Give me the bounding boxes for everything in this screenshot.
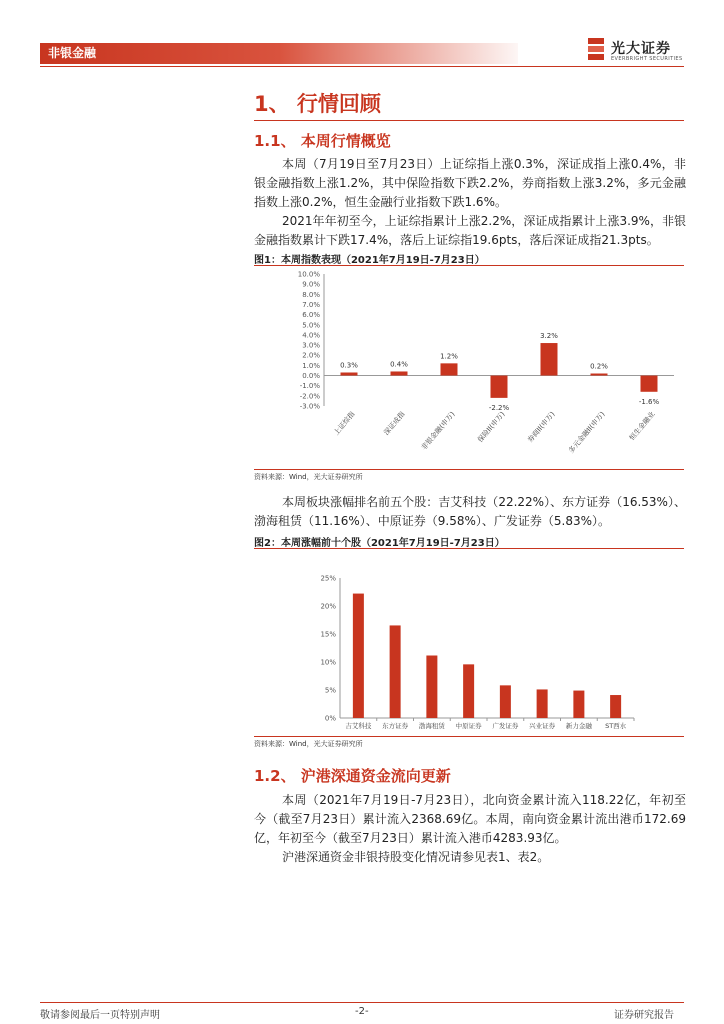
x-tick-label: 兴业证券 — [529, 722, 556, 730]
x-tick-label: 非银金融(申万) — [419, 410, 457, 452]
footer-disclaimer: 敬请参阅最后一页特别声明 — [40, 1010, 160, 1021]
report-category-tag: 非银金融 — [40, 43, 518, 64]
y-tick-label: 1.0% — [302, 361, 320, 370]
data-label: 0.4% — [390, 360, 408, 369]
figure-1-title: 图1：本周指数表现（2021年7月19日-7月23日） — [254, 255, 485, 266]
figure-2-source: 资料来源：Wind，光大证券研究所 — [254, 740, 363, 748]
data-label: -1.6% — [638, 397, 660, 406]
x-tick-label: 深证成指 — [382, 410, 407, 437]
bar — [390, 625, 401, 718]
bar — [591, 374, 608, 376]
bar — [500, 685, 511, 718]
y-tick-label: -3.0% — [299, 402, 320, 411]
section-heading: 1、 行情回顾 — [254, 92, 381, 116]
company-logo-text: 光大证券 — [611, 41, 671, 57]
bar — [391, 371, 408, 375]
data-label: 0.3% — [340, 361, 358, 370]
company-logo-subtitle: EVERBRIGHT SECURITIES — [611, 56, 683, 62]
bar — [491, 376, 508, 398]
y-tick-label: 9.0% — [302, 280, 320, 289]
bar — [441, 363, 458, 375]
bar — [541, 343, 558, 375]
y-tick-label: 2.0% — [302, 351, 320, 360]
data-label: 1.2% — [440, 352, 458, 361]
bar — [537, 689, 548, 718]
x-tick-label: 券商II(申万) — [526, 410, 557, 445]
header-divider — [40, 66, 684, 67]
figure-1-source: 资料来源：Wind，光大证券研究所 — [254, 473, 363, 481]
data-label: 3.2% — [540, 332, 558, 341]
y-tick-label: 7.0% — [302, 300, 320, 309]
x-tick-label: 中原证券 — [455, 722, 482, 730]
x-tick-label: 上证综指 — [332, 410, 357, 437]
paragraph-holdings-reference: 沪港深通资金非银持股变化情况请参见表1、表2。 — [282, 850, 550, 864]
y-tick-label: 5% — [324, 686, 336, 695]
figure-1-chart — [254, 266, 684, 466]
paragraph-weekly-overview: 本周（7月19日至7月23日）上证综指上涨0.3%，深证成指上涨0.4%，非银金融指数上涨1.2%，其中保险指数下跌2.2%，券商指数上涨3.2%，多元金融指数上涨0.2%，恒生金融行业指数下跌1.6%。 — [254, 157, 686, 209]
y-tick-label: -1.0% — [299, 382, 320, 391]
bar — [353, 594, 364, 718]
x-tick-label: 东方证券 — [382, 722, 409, 730]
y-tick-label: 10% — [320, 658, 336, 667]
y-tick-label: 0.0% — [302, 372, 320, 381]
data-label: -2.2% — [488, 403, 510, 412]
figure-2-top-rule — [254, 548, 684, 549]
paragraph-capital-flow: 本周（2021年7月19日-7月23日），北向资金累计流入118.22亿，年初至今（截至7月23日）累计流入2368.69亿。本周，南向资金累计流出港币172.69亿，年初至今（截至7月23日）累计流入港币4283.93亿。 — [254, 793, 686, 845]
x-tick-label: 渤海租赁 — [418, 722, 445, 730]
x-tick-label: 恒生金融业 — [627, 410, 657, 443]
bar — [341, 372, 358, 375]
y-tick-label: 8.0% — [302, 290, 320, 299]
y-tick-label: 25% — [320, 574, 336, 583]
y-tick-label: 4.0% — [302, 331, 320, 340]
x-tick-label: 吉艾科技 — [345, 722, 372, 730]
x-tick-label: 保险II(申万) — [476, 410, 507, 445]
section-divider — [254, 120, 684, 121]
y-tick-label: 0% — [324, 714, 336, 723]
subsection-heading-1-1: 1.1、 本周行情概览 — [254, 132, 391, 150]
bar — [610, 695, 621, 718]
y-tick-label: -2.0% — [299, 392, 320, 401]
y-tick-label: 10.0% — [297, 270, 320, 279]
y-tick-label: 3.0% — [302, 341, 320, 350]
paragraph-top-gainers: 本周板块涨幅排名前五个股：吉艾科技（22.22%）、东方证券（16.53%）、渤海租赁（11.16%）、中原证券（9.58%）、广发证券（5.83%）。 — [254, 495, 686, 528]
x-tick-label: 新力金融 — [565, 722, 592, 730]
subsection-heading-1-2: 1.2、 沪港深通资金流向更新 — [254, 767, 451, 785]
figure-2-title: 图2：本周涨幅前十个股（2021年7月19日-7月23日） — [254, 538, 505, 549]
figure-2-chart — [254, 560, 684, 735]
y-tick-label: 15% — [320, 630, 336, 639]
footer-report-type: 证券研究报告 — [614, 1010, 674, 1021]
bar — [573, 691, 584, 718]
figure-2-bottom-rule — [254, 736, 684, 737]
bar — [426, 656, 437, 718]
x-tick-label: 多元金融II(申万) — [567, 410, 607, 455]
figure-1-bottom-rule — [254, 469, 684, 470]
data-label: 0.2% — [590, 362, 608, 371]
bar — [641, 376, 658, 392]
x-tick-label: ST西水 — [605, 722, 627, 730]
y-tick-label: 20% — [320, 602, 336, 611]
paragraph-ytd-overview: 2021年年初至今，上证综指累计上涨2.2%，深证成指累计上涨3.9%，非银金融指数累计下跌17.4%，落后上证综指19.6pts，落后深证成指21.3pts。 — [254, 214, 686, 247]
y-tick-label: 5.0% — [302, 321, 320, 330]
footer-page-number: -2- — [355, 1006, 369, 1017]
y-tick-label: 6.0% — [302, 311, 320, 320]
x-tick-label: 广发证券 — [492, 722, 519, 730]
footer-divider — [40, 1002, 684, 1003]
bar — [463, 664, 474, 718]
